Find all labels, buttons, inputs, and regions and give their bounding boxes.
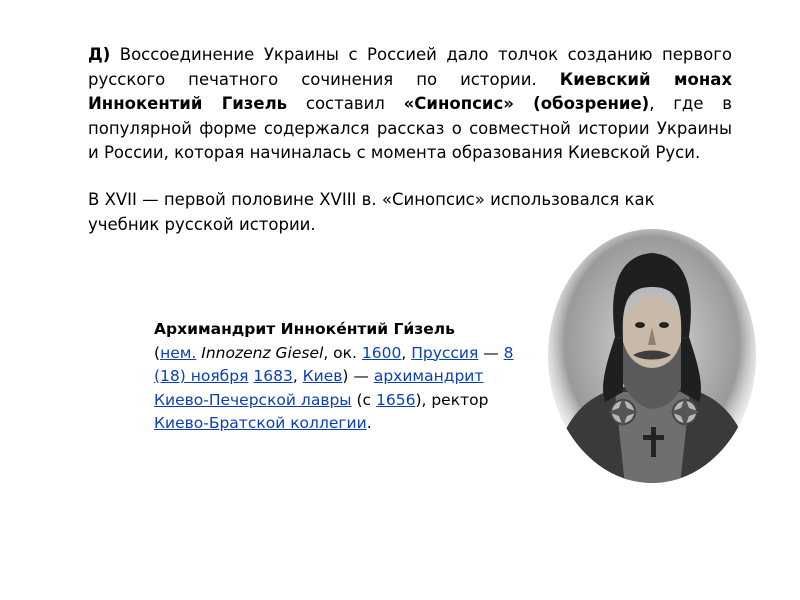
- paragraph-text-b: составил: [287, 94, 404, 114]
- caption-text: ), ректор: [415, 390, 489, 409]
- link-year-1600[interactable]: 1600: [361, 343, 402, 362]
- caption-text: ,: [292, 367, 303, 385]
- link-kiev[interactable]: Киев: [302, 367, 343, 385]
- link-archimandrite[interactable]: архимандрит Киево-Печерской лавры: [154, 367, 484, 409]
- caption-text: .: [366, 414, 372, 432]
- caption-text: (с: [351, 390, 376, 409]
- paragraph-label: Д): [88, 45, 111, 64]
- link-death-date[interactable]: 8 (18) ноября: [154, 343, 514, 385]
- caption-text: , ок.: [323, 343, 362, 362]
- link-year-1683[interactable]: 1683: [253, 367, 293, 385]
- link-year-1656[interactable]: 1656: [375, 390, 416, 409]
- paragraph-secondary: В XVII — первой половине XVIII в. «Синопсис» использовался как учебник русской истории.: [88, 190, 655, 234]
- portrait-image: [545, 227, 760, 485]
- paragraph-bold-monk: Киевский монах Иннокентий Гизель: [88, 69, 732, 114]
- portrait-caption: [154, 318, 534, 436]
- caption-text: ,: [401, 343, 412, 362]
- caption-title: Архимандрит Инноке́нтий Ги́зель: [154, 320, 455, 338]
- caption-text: —: [478, 343, 504, 362]
- link-prussia[interactable]: Пруссия: [411, 343, 479, 362]
- paragraph-main: [88, 43, 732, 166]
- link-german[interactable]: нем.: [160, 343, 197, 362]
- paragraph-text-a: Воссоединение Украины с Россией дало толчок созданию первого русского печатного сочинения по истории.: [88, 45, 732, 89]
- caption-text: (: [154, 343, 161, 362]
- caption-name-german: Innozenz Giesel: [196, 343, 324, 362]
- paragraph-text-c: , где в популярной форме содержался рассказ о совместной истории Украины и России, которая начиналась с момента образования Киевской Руси.: [88, 94, 732, 163]
- link-college[interactable]: Киево-Братской коллегии: [154, 414, 367, 432]
- caption-text: ) —: [342, 367, 374, 385]
- paragraph-bold-synopsis: «Синопсис» (обозрение): [403, 94, 650, 114]
